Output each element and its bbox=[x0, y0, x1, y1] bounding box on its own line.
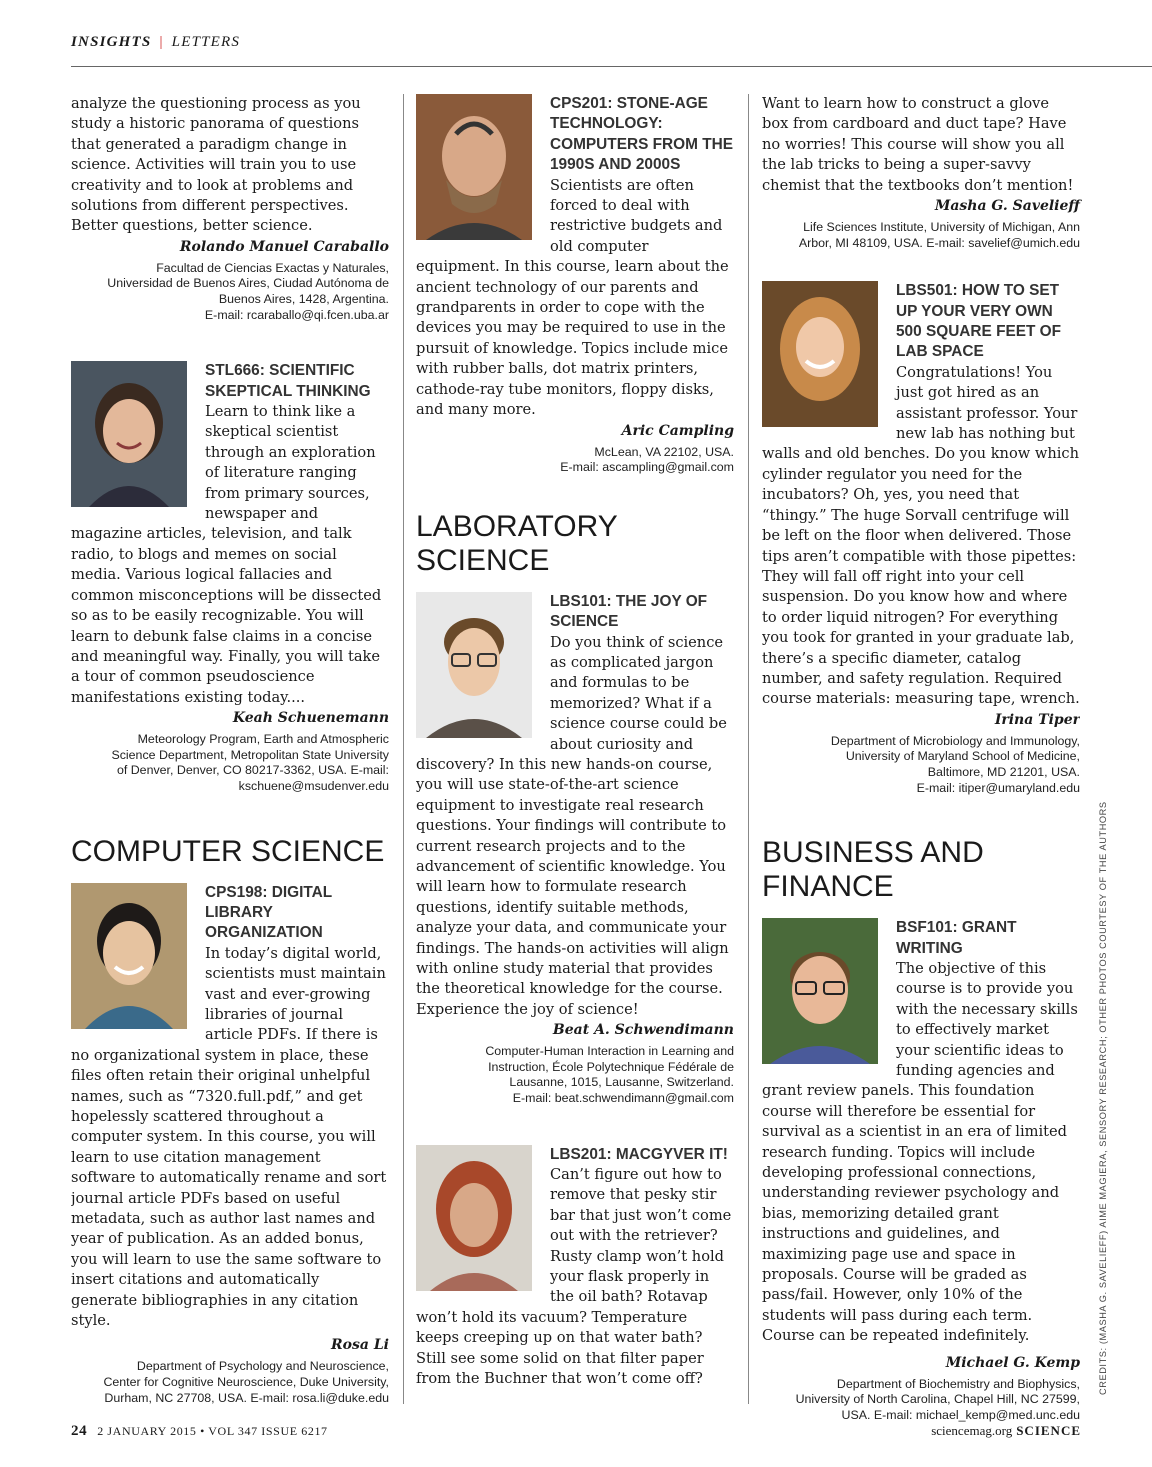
course-description: Can’t figure out how to remove that pesky stir bar that just won’t come out with the retriever? Rusty clamp won’t hold your flask properly in the oil bath? Rotavap won’t hold its vacuum? Temperature keeps creeping up on that water bath? Still see some solid on that filter paper from the Buchner that won’t come off? bbox=[416, 1166, 732, 1388]
author-name: Rosa Li bbox=[331, 1337, 389, 1354]
author-name: Michael G. Kemp bbox=[945, 1354, 1080, 1371]
course-description: Learn to think like a skeptical scientist through an exploration of literature ranging from primary sources, newspaper and magazine articles, television, and talk radio, to blogs and memes on social media. Various logical fallacies and common misconceptions will be dissected so as to be easily recognizable. You will learn to debunk false claims in a concise and meaningful way. Finally, you will take a tour of common pseudoscience manifestations existing today.... bbox=[71, 403, 382, 706]
header-rule bbox=[71, 66, 1152, 67]
author-name: Beat A. Schwendimann bbox=[552, 1022, 734, 1039]
issue-info: 2 JANUARY 2015 • VOL 347 ISSUE 6217 bbox=[97, 1424, 328, 1438]
author-photo bbox=[762, 918, 878, 1064]
author-affiliation: McLean, VA 22102, USA. E-mail: ascampling@gmail.com bbox=[560, 444, 734, 475]
author-photo bbox=[71, 883, 187, 1029]
course-lbs101 bbox=[416, 592, 734, 1107]
course-title: STL666: SCIENTIFIC SKEPTICAL THINKING bbox=[205, 362, 371, 400]
author-name: Aric Campling bbox=[621, 422, 734, 439]
course-title: BSF101: GRANT WRITING bbox=[896, 919, 1017, 957]
course-title: LBS101: THE JOY OF SCIENCE bbox=[550, 592, 708, 631]
course-title: CPS201: STONE-AGE TECHNOLOGY: COMPUTERS FROM THE 1990S AND 2000S bbox=[550, 95, 733, 174]
author-name: Irina Tiper bbox=[994, 711, 1080, 728]
footer-left bbox=[71, 1423, 328, 1440]
column-divider bbox=[403, 94, 404, 1404]
author-affiliation: Department of Biochemistry and Biophysics, University of North Carolina, Chapel Hill, NC 27599, USA. E-mail: michael_kemp@med.unc.edu bbox=[795, 1376, 1080, 1422]
course-description: Congratulations! You just got hired as an assistant professor. Your new lab has nothing but walls and old benches. Do you know which cylinder regulator you need for the incubators? Oh, yes, you need that “thingy.” The huge Sorvall centrifuge will be left on the floor when delivered. Those tips aren’t compatible with those pipettes: They will fall off right into your cell suspension. Do you know how and where to order liquid nitrogen? For everything you took for granted in your graduate lab, there’s a specific diameter, catalog number, and safety regulation. Required course materials: measuring tape, wrench. bbox=[762, 363, 1080, 708]
course-description: In today’s digital world, scientists must maintain vast and ever-growing libraries of journal article PDFs. If there is no organizational system in place, these files often retain their original unhelpful names, such as “7320.full.pdf,” and get hopelessly scattered throughout a computer system. In this course, you will learn to use citation management software to automatically rename and sort journal article PDFs based on useful metadata, such as author last names and year of publication. As an added bonus, you will learn to use the same software to insert citations and automatically generate bibliographies in any citation style. bbox=[71, 944, 387, 1330]
footer-right bbox=[931, 1423, 1081, 1439]
header-section: INSIGHTS bbox=[71, 34, 152, 50]
page-number: 24 bbox=[71, 1423, 88, 1439]
author-photo bbox=[416, 592, 532, 738]
column-divider bbox=[748, 94, 749, 1404]
author-affiliation: Department of Microbiology and Immunology, University of Maryland School of Medicine, Baltimore, MD 21201, USA. E-mail: itiper@umaryland.edu bbox=[830, 733, 1080, 795]
header-separator: | bbox=[159, 34, 164, 50]
course-stl666 bbox=[71, 361, 389, 794]
site-url: sciencemag.org bbox=[931, 1423, 1013, 1438]
author-photo bbox=[762, 281, 878, 427]
course-description: Do you think of science as complicated jargon and formulas to be memorized? What if a science course could be about curiosity and discovery? In this new hands-on course, you will use state-of-the-art science equipment to investigate real research questions. Your findings will contribute to current research projects and to the advancement of scientific knowledge. You will learn how to formulate research questions, identify suitable methods, analyze your data, and communicate your findings. The hands-on activities will align with online study material that provides the theoretical knowledge for the course. Experience the joy of science! bbox=[416, 633, 729, 1018]
course-bsf101 bbox=[762, 918, 1080, 1423]
letter-text: Want to learn how to construct a glove box from cardboard and duct tape? Have no worries! This course will show you all the lab tricks to being a super-savvy chemist that the textbooks don’t mention! bbox=[762, 95, 1074, 194]
running-header bbox=[71, 34, 240, 51]
author-photo bbox=[71, 361, 187, 507]
author-name: Rolando Manuel Caraballo bbox=[179, 238, 389, 255]
section-heading: COMPUTER SCIENCE bbox=[71, 834, 385, 868]
column-3 bbox=[762, 94, 1080, 1423]
journal-name: SCIENCE bbox=[1016, 1423, 1081, 1438]
author-affiliation: Computer-Human Interaction in Learning and Instruction, École Polytechnique Fédérale de Lausanne, 1015, Lausanne, Switzerland. E-mail: beat.schwendimann@gmail.com bbox=[485, 1044, 734, 1105]
course-description: Scientists are often forced to deal with restrictive budgets and old computer equipment. In this course, learn about the ancient technology of our parents and grandparents in order to cope with the devices you may be required to use in the pursuit of knowledge. Topics include mice with rubber balls, dot matrix printers, cathode-ray tube monitors, floppy disks, and many more. bbox=[416, 176, 729, 419]
column-2 bbox=[416, 94, 734, 1389]
header-subsection: LETTERS bbox=[171, 34, 241, 50]
author-affiliation: Life Sciences Institute, University of Michigan, Ann Arbor, MI 48109, USA. E-mail: savelief@umich.edu bbox=[798, 220, 1080, 250]
column-1 bbox=[71, 94, 389, 1406]
course-cps201 bbox=[416, 94, 734, 476]
author-affiliation: Department of Psychology and Neuroscience, Center for Cognitive Neuroscience, Duke University, Durham, NC 27708, USA. E-mail: rosa.li@duke.edu bbox=[103, 1359, 389, 1405]
author-affiliation: Facultad de Ciencias Exactas y Naturales, Universidad de Buenos Aires, Ciudad Autónoma de Buenos Aires, 1428, Argentina. E-mail: rcaraballo@qi.fcen.uba.ar bbox=[107, 260, 389, 322]
author-affiliation: Meteorology Program, Earth and Atmospheric Science Department, Metropolitan State University of Denver, Denver, CO 80217-3362, USA. E-mail: kschuene@msudenver.edu bbox=[111, 732, 389, 793]
course-title: CPS198: DIGITAL LIBRARY ORGANIZATION bbox=[205, 883, 332, 942]
course-cps198 bbox=[71, 883, 389, 1407]
letter-text: analyze the questioning process as you study a historic panorama of questions that generated a paradigm change in science. Activities will train you to use creativity and to look at problems and solutions from different perspectives. Better questions, better science. bbox=[71, 95, 361, 235]
author-name: Masha G. Savelieff bbox=[934, 198, 1080, 215]
course-title: LBS201: MACGYVER IT! bbox=[550, 1145, 728, 1163]
author-photo bbox=[416, 94, 532, 240]
author-name: Keah Schuenemann bbox=[232, 710, 389, 727]
author-photo bbox=[416, 1145, 532, 1291]
photo-credits: CREDITS: (MASHA G. SAVELIEFF) AIME MAGIERA, SENSORY RESEARCH; OTHER PHOTOS COURTESY OF THE AUTHORS bbox=[1098, 801, 1108, 1395]
course-description: The objective of this course is to provide you with the necessary skills to effectively market your scientific ideas to funding agencies and grant review panels. This foundation course will therefore be essential for survival as a scientist in an era of limited research funding. Topics will include developing professional connections, understanding reviewer psychology and bias, memorizing detailed grant instructions and guidelines, and maximizing page use and space in proposals. Course will be graded as pass/fail. However, only 10% of the students will pass during each term. Course can be repeated indefinitely. bbox=[762, 959, 1078, 1345]
section-heading: LABORATORY SCIENCE bbox=[416, 509, 618, 577]
section-heading: BUSINESS AND FINANCE bbox=[762, 836, 984, 904]
course-lbs201 bbox=[416, 1145, 734, 1390]
course-lbs501 bbox=[762, 281, 1080, 796]
course-title: LBS501: HOW TO SET UP YOUR VERY OWN 500 SQUARE FEET OF LAB SPACE bbox=[896, 282, 1062, 361]
